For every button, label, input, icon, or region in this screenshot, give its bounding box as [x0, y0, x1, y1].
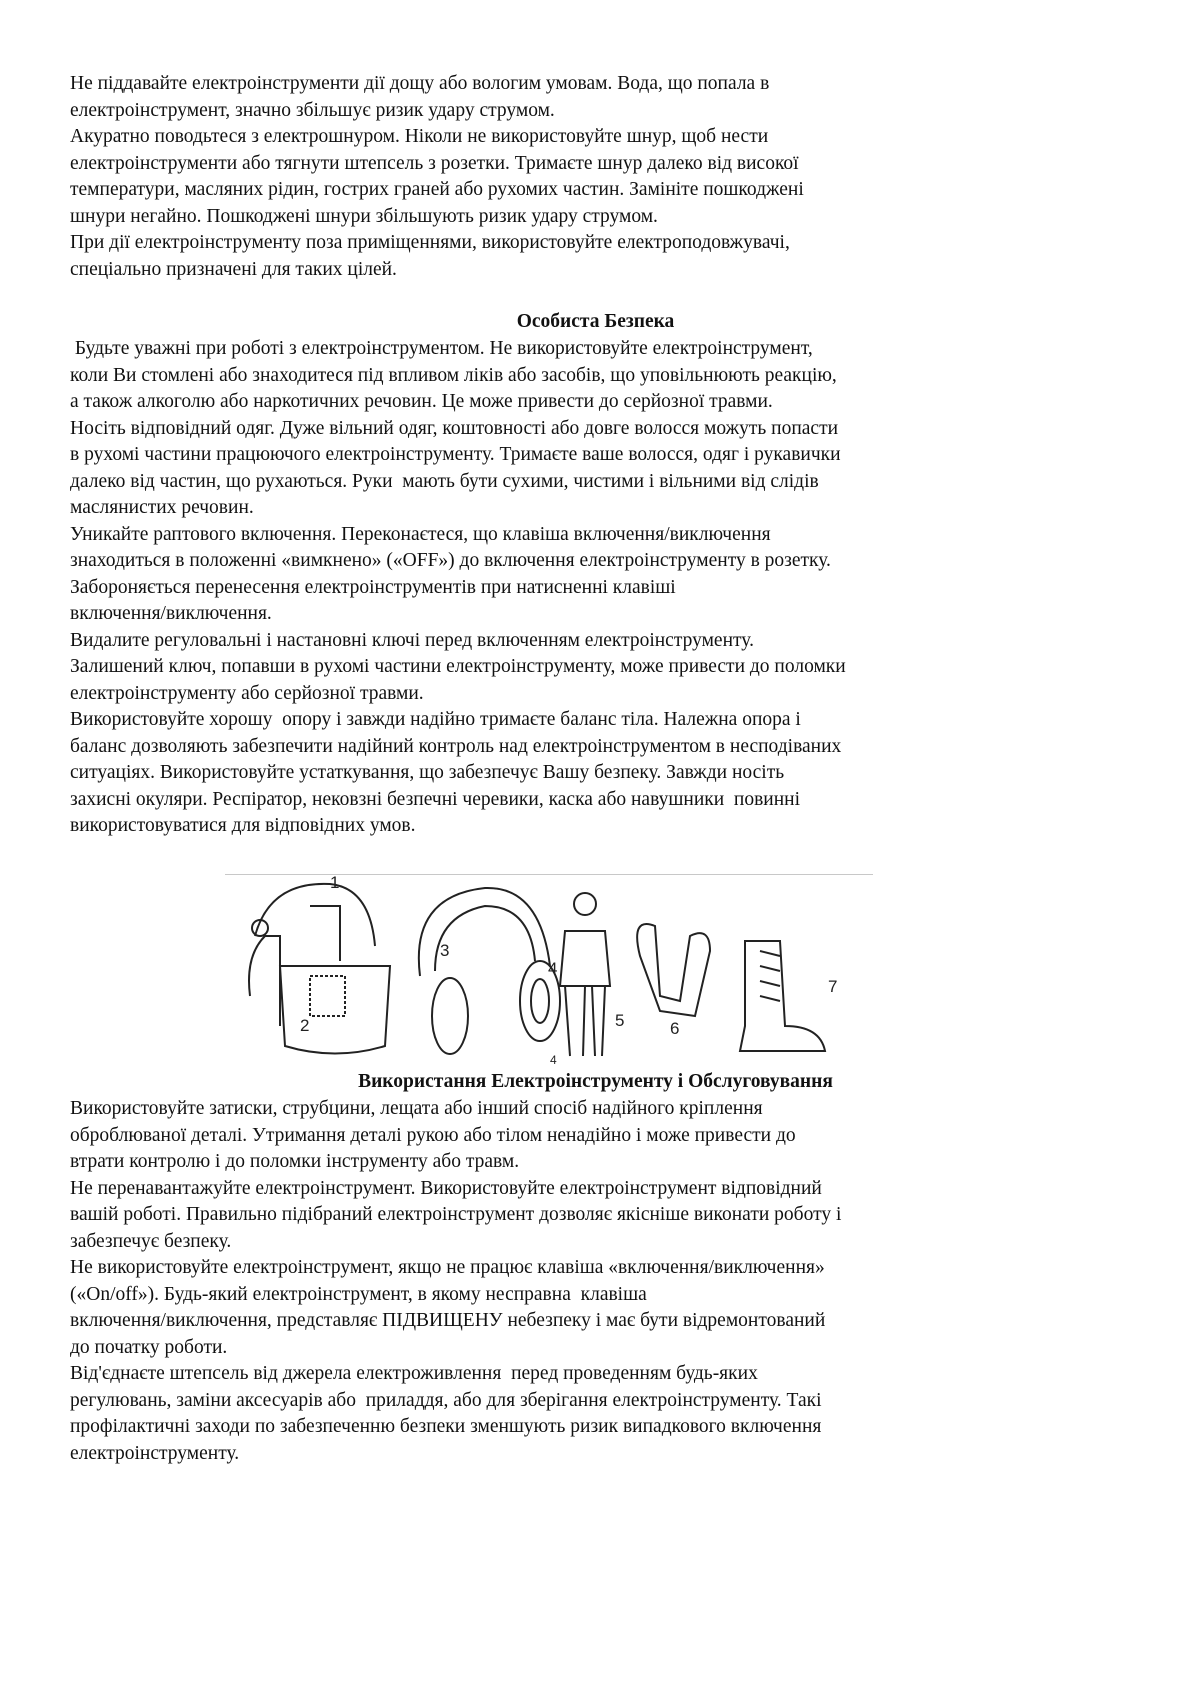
- text-line: маслянистих речовин.: [70, 497, 254, 518]
- text-line: електроінструменту.: [70, 1442, 240, 1464]
- text-line: включення/виключення.: [70, 603, 272, 624]
- text-line: вашій роботі. Правильно підібраний електроінструмент дозволяє якісніше виконати роботу і: [70, 1204, 842, 1225]
- text-line: в рухомі частини працюючого електроінструменту. Тримаєте ваше волосся, одяг і рукавички: [70, 444, 841, 465]
- text-line: регулювань, заміни аксесуарів або приладдя, або для зберігання електроінструменту. Такі: [70, 1389, 822, 1411]
- text-line: забезпечує безпеку.: [70, 1230, 232, 1252]
- text-line: Не використовуйте електроінструмент, якщо не працює клавіша «включення/виключення»: [70, 1257, 825, 1278]
- helmet-visor-icon: [249, 884, 390, 1054]
- gloves-icon: [637, 924, 710, 1016]
- text-line: Використовуйте хорошу опору і завжди надійно тримаєте баланс тіла. Належна опора і: [70, 709, 801, 730]
- figure-label: 7: [828, 977, 838, 996]
- text-line: використовуватися для відповідних умов.: [70, 815, 416, 836]
- text-line: температури, масляних рідин, гострих граней або рухомих частин. Замініте пошкоджені: [70, 179, 804, 200]
- text-line: а також алкоголю або наркотичних речовин. Це може привести до серйозної травми.: [70, 391, 773, 412]
- figure-label: 4: [550, 1053, 557, 1066]
- tool-use-text: [70, 1096, 1070, 1467]
- text-line: ситуаціях. Використовуйте устаткування, що забезпечує Вашу безпеку. Завжди носіть: [70, 762, 785, 783]
- figure-label: 3: [440, 941, 450, 960]
- text-line: втрати контролю і до поломки інструменту або травм.: [70, 1151, 520, 1172]
- worker-in-workwear-icon: [560, 893, 610, 1056]
- text-line: Залишений ключ, попавши в рухомі частини електроінструменту, може привести до поломки: [70, 656, 846, 677]
- text-line: При дії електроінструменту поза приміщеннями, використовуйте електроподовжувачі,: [70, 232, 790, 253]
- text-line: коли Ви стомлені або знаходитеся під впливом ліків або засобів, що уповільнюють реакцію,: [70, 364, 837, 386]
- text-line: («On/off»). Будь-який електроінструмент, в якому несправна клавіша: [70, 1283, 647, 1305]
- figure-label: 5: [615, 1011, 625, 1030]
- text-line: Використовуйте затиски, струбцини, лещата або інший спосіб надійного кріплення: [70, 1098, 763, 1119]
- text-line: баланс дозволяють забезпечити надійний контроль над електроінструментом в несподіваних: [70, 735, 842, 757]
- text-line: електроінструменти або тягнути штепсель з розетки. Тримаєте шнур далеко від високої: [70, 152, 799, 174]
- text-line: Акуратно поводьтеся з електрошнуром. Ніколи не використовуйте шнур, щоб нести: [70, 126, 769, 147]
- figure-label: 1: [330, 876, 340, 892]
- text-line: Носіть відповідний одяг. Дуже вільний одяг, коштовності або довге волосся можуть попасти: [70, 417, 839, 439]
- heading-tool-use: Використання Електроінструменту і Обслуговування: [358, 1071, 833, 1092]
- text-line: електроінструменту або серйозної травми.: [70, 682, 424, 704]
- divider: [225, 874, 873, 875]
- text-line: оброблюваної деталі. Утримання деталі рукою або тілом ненадійно і може привести до: [70, 1124, 796, 1146]
- ear-muffs-icon: [419, 888, 560, 1054]
- text-line: Не піддавайте електроінструменти дії дощу або вологим умовам. Вода, що попала в: [70, 73, 770, 94]
- text-line: Видалите регуловальні і настановні ключі перед включенням електроінструменту.: [70, 629, 754, 651]
- text-line: шнури негайно. Пошкоджені шнури збільшують ризик удару струмом.: [70, 205, 658, 227]
- text-line: далеко від частин, що рухаються. Руки мають бути сухими, чистими і вільними від слідів: [70, 470, 819, 492]
- text-line: Уникайте раптового включення. Переконаєтеся, що клавіша включення/виключення: [70, 523, 771, 545]
- text-line: знаходиться в положенні «вимкнено» («OFF») до включення електроінструменту в розетку.: [70, 550, 831, 571]
- text-line: профілактичні заходи по забезпеченню безпеки зменшують ризик випадкового включення: [70, 1416, 822, 1437]
- text-line: до початку роботи.: [70, 1336, 228, 1358]
- text-line: включення/виключення, представляє ПІДВИЩЕНУ небезпеку і має бути відремонтований: [70, 1310, 826, 1331]
- personal-safety-text: [70, 336, 1070, 840]
- text-line: Не перенавантажуйте електроінструмент. Використовуйте електроінструмент відповідний: [70, 1177, 822, 1199]
- figure-label: 6: [670, 1019, 680, 1038]
- intro-text: [70, 71, 1070, 283]
- text-line: Будьте уважні при роботі з електроінструментом. Не використовуйте електроінструмент,: [70, 338, 813, 359]
- text-line: спеціально призначені для таких цілей.: [70, 258, 397, 280]
- heading-personal-safety: Особиста Безпека: [516, 311, 675, 332]
- text-line: Забороняється перенесення електроінструментів при натисненні клавіші: [70, 576, 676, 598]
- protective-equipment-figure: [240, 876, 890, 1066]
- text-line: захисні окуляри. Респіратор, нековзні безпечні черевики, каска або навушники повинні: [70, 788, 801, 810]
- figure-label: 4: [548, 959, 558, 978]
- figure-label: 2: [300, 1016, 310, 1035]
- boot-icon: [740, 941, 825, 1051]
- text-line: електроінструмент, значно збільшує ризик удару струмом.: [70, 99, 555, 121]
- text-line: Від'єднаєте штепсель від джерела електроживлення перед проведенням будь-яких: [70, 1363, 758, 1384]
